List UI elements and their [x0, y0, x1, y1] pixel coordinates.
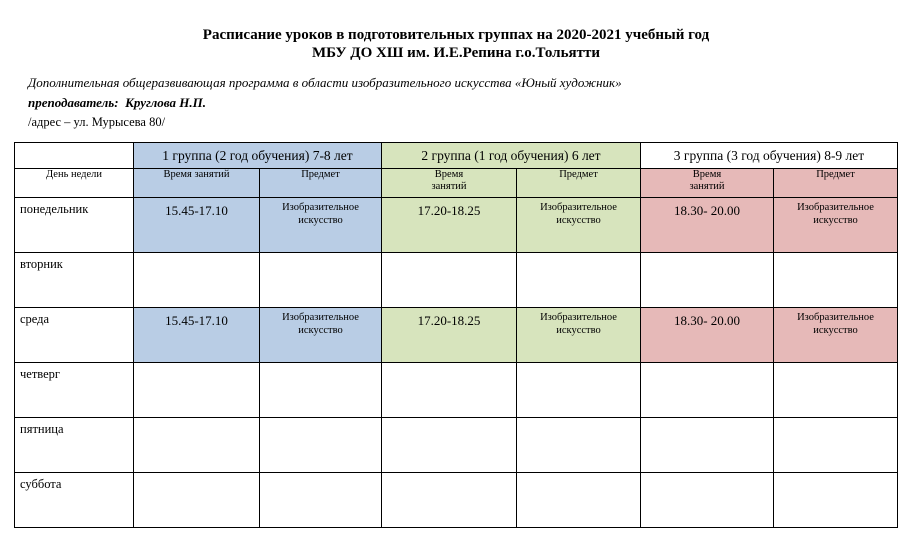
subject-cell [774, 473, 898, 528]
time-cell [641, 253, 774, 308]
time-cell: 17.20-18.25 [382, 198, 517, 253]
subject-cell: Изобразительное искусство [260, 198, 382, 253]
table-row [15, 253, 898, 308]
table-row [15, 418, 898, 473]
time-cell [382, 473, 517, 528]
subject-cell [260, 363, 382, 418]
subject-cell [774, 253, 898, 308]
table-row [15, 308, 898, 363]
table-row [15, 198, 898, 253]
table-row [15, 473, 898, 528]
group-header-row [15, 143, 898, 169]
subject-cell [774, 418, 898, 473]
day-cell: вторник [15, 253, 134, 308]
time-cell: 18.30- 20.00 [641, 198, 774, 253]
time-cell [382, 418, 517, 473]
subject-cell [517, 418, 641, 473]
subject-cell: Изобразительное искусство [260, 308, 382, 363]
teacher-line [28, 95, 206, 111]
group-2-header: 2 группа (1 год обучения) 6 лет [382, 143, 641, 169]
subject-cell [260, 473, 382, 528]
group-3-header: 3 группа (3 год обучения) 8-9 лет [641, 143, 898, 169]
empty-header-cell [15, 143, 134, 169]
subject-cell [260, 418, 382, 473]
day-cell: пятница [15, 418, 134, 473]
group-2-time-header: Время занятий [382, 169, 517, 198]
time-cell [641, 418, 774, 473]
group-3-subject-header: Предмет [774, 169, 898, 198]
program-name: Дополнительная общеразвивающая программа в области изобразительного искусства «Юный художник» [28, 75, 622, 90]
time-cell [134, 418, 260, 473]
subject-cell [260, 253, 382, 308]
time-cell [134, 253, 260, 308]
day-cell: понедельник [15, 198, 134, 253]
subject-cell [517, 473, 641, 528]
table-row [15, 363, 898, 418]
time-cell: 18.30- 20.00 [641, 308, 774, 363]
subject-cell: Изобразительное искусство [774, 198, 898, 253]
subject-cell: Изобразительное искусство [517, 198, 641, 253]
subject-cell [517, 363, 641, 418]
subject-cell: Изобразительное искусство [774, 308, 898, 363]
subject-cell [517, 253, 641, 308]
time-cell: 17.20-18.25 [382, 308, 517, 363]
time-cell [134, 473, 260, 528]
time-cell [641, 473, 774, 528]
time-cell [134, 363, 260, 418]
group-1-time-header: Время занятий [134, 169, 260, 198]
teacher-name: Круглова Н.П. [125, 95, 206, 110]
day-cell: четверг [15, 363, 134, 418]
subject-cell [774, 363, 898, 418]
time-cell: 15.45-17.10 [134, 198, 260, 253]
document-subtitle: МБУ ДО ХШ им. И.Е.Репина г.о.Тольятти [311, 45, 601, 61]
time-cell [641, 363, 774, 418]
day-cell: среда [15, 308, 134, 363]
address: /адрес – ул. Мурысева 80/ [28, 115, 166, 129]
teacher-label: преподаватель: [28, 95, 119, 110]
group-1-subject-header: Предмет [260, 169, 382, 198]
day-cell: суббота [15, 473, 134, 528]
time-cell: 15.45-17.10 [134, 308, 260, 363]
column-header-row [15, 169, 898, 198]
day-of-week-header: День недели [15, 169, 134, 198]
document-title: Расписание уроков в подготовительных группах на 2020-2021 учебный год [202, 27, 710, 43]
subject-cell: Изобразительное искусство [517, 308, 641, 363]
time-cell [382, 363, 517, 418]
group-1-header: 1 группа (2 год обучения) 7-8 лет [134, 143, 382, 169]
schedule-table [14, 142, 898, 528]
group-2-subject-header: Предмет [517, 169, 641, 198]
time-cell [382, 253, 517, 308]
group-3-time-header: Время занятий [641, 169, 774, 198]
